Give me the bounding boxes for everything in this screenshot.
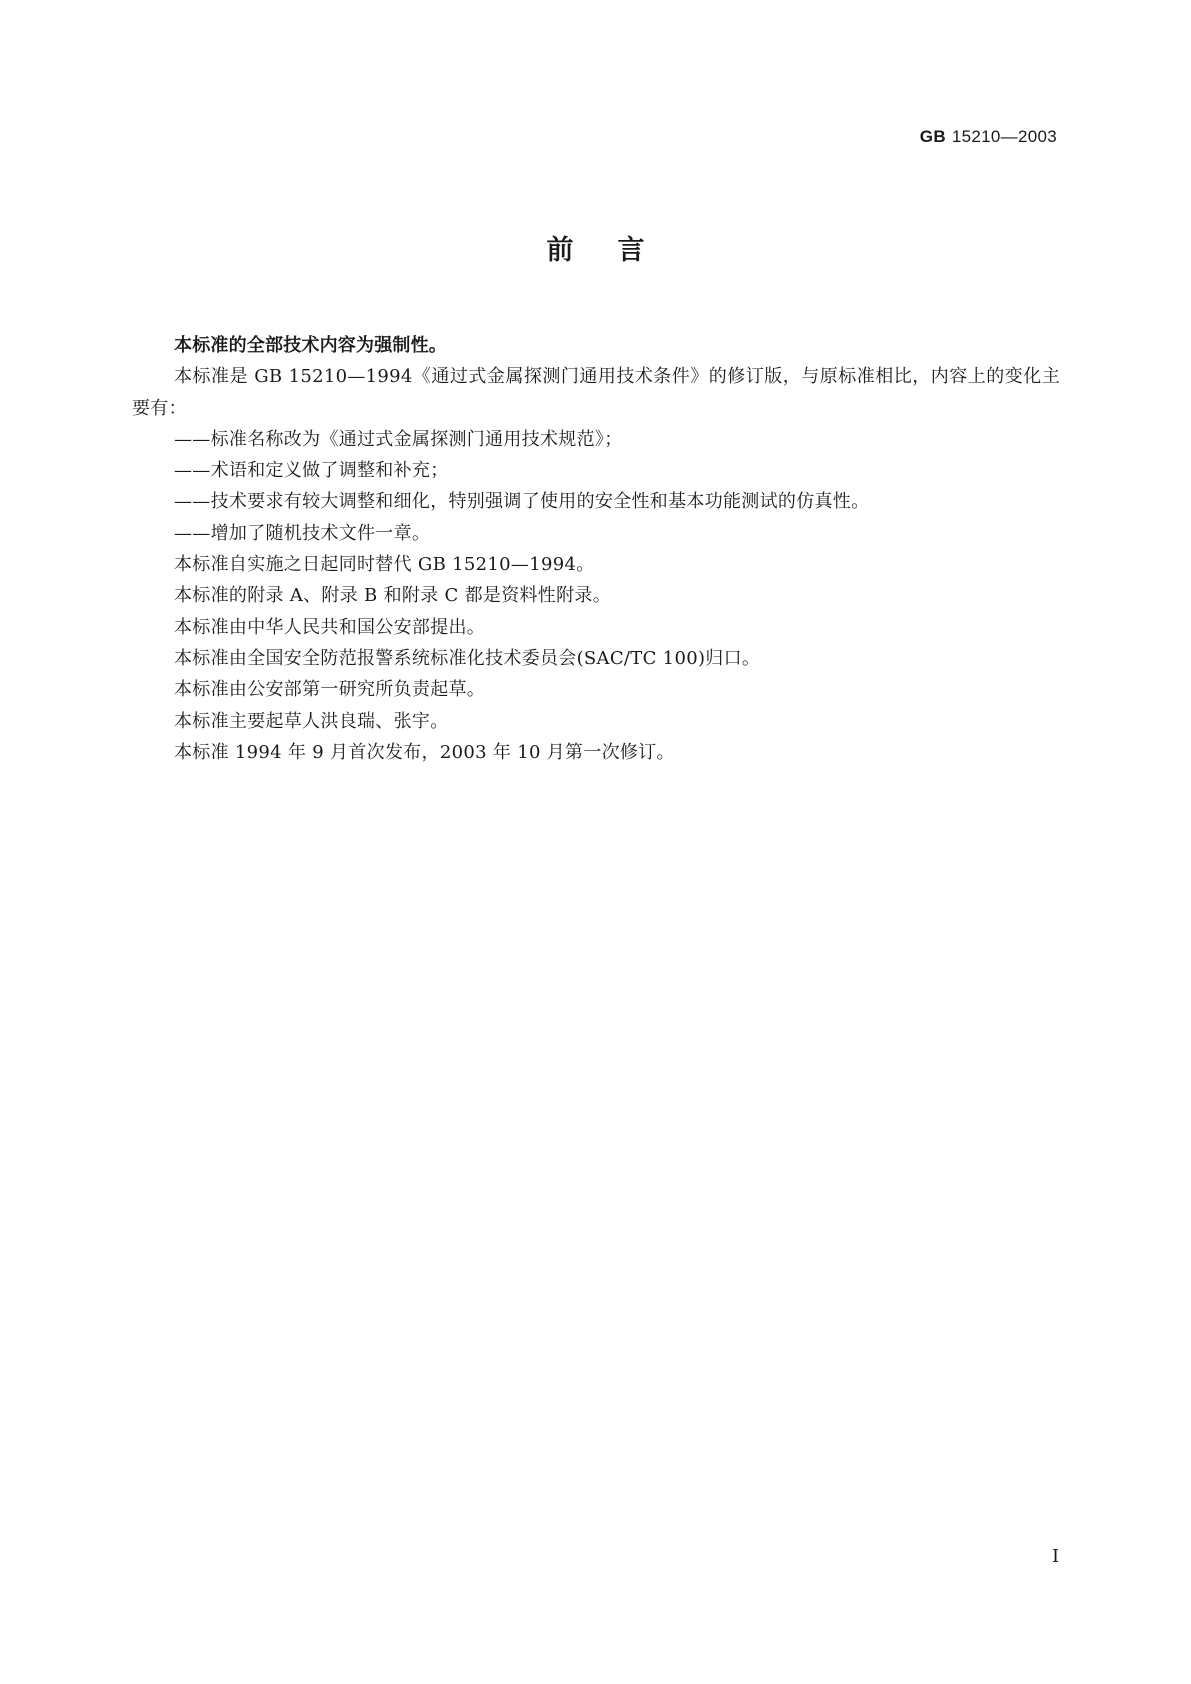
foreword-body <box>132 330 1060 768</box>
standard-prefix: GB <box>919 127 946 146</box>
standard-code <box>920 127 1057 147</box>
drafter-org-paragraph: 本标准由公安部第一研究所负责起草。 <box>174 679 486 701</box>
committee-paragraph: 本标准由全国安全防范报警系统标准化技术委员会(SAC/TC 100)归口。 <box>174 647 761 669</box>
appendix-paragraph: 本标准的附录 A、附录 B 和附录 C 都是资料性附录。 <box>174 585 612 607</box>
standard-number: 15210—2003 <box>951 127 1057 146</box>
change-item-terms: ——术语和定义做了调整和补充； <box>174 460 449 482</box>
replacement-paragraph: 本标准自实施之日起同时替代 GB 15210—1994。 <box>174 554 595 576</box>
change-item-name: ——标准名称改为《通过式金属探测门通用技术规范》； <box>174 428 623 450</box>
revision-intro-paragraph: 本标准是 GB 15210—1994《通过式金属探测门通用技术条件》的修订版，与原标准相比，内容上的变化主要有： <box>132 366 1060 419</box>
page-title: 前言 <box>546 235 689 266</box>
proposer-paragraph: 本标准由中华人民共和国公安部提出。 <box>174 616 486 638</box>
change-item-documents: ——增加了随机技术文件一章。 <box>174 522 431 544</box>
page-number: I <box>1052 1546 1060 1567</box>
change-item-requirements: ——技术要求有较大调整和细化，特别强调了使用的安全性和基本功能测试的仿真性。 <box>174 491 870 513</box>
mandatory-statement: 本标准的全部技术内容为强制性。 <box>174 335 447 356</box>
drafters-paragraph: 本标准主要起草人洪良瑞、张宇。 <box>174 710 449 732</box>
history-paragraph: 本标准 1994 年 9 月首次发布，2003 年 10 月第一次修订。 <box>174 741 675 763</box>
